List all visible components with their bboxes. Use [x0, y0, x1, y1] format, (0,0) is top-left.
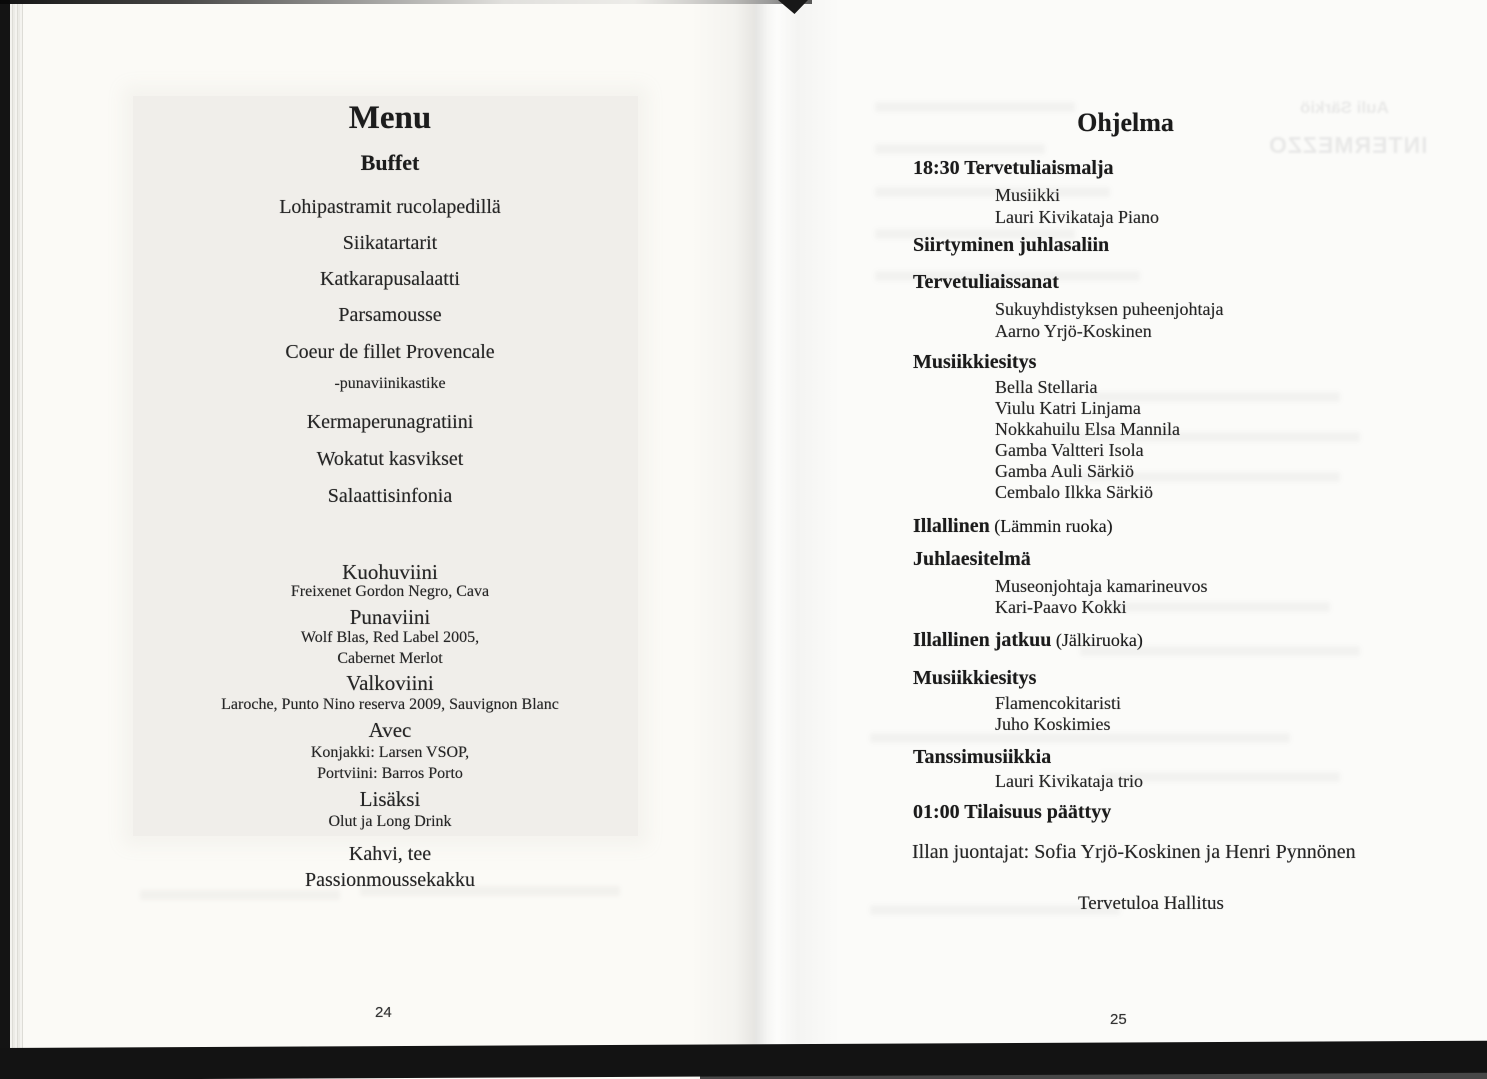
- program-heading-note: (Lämmin ruoka): [989, 516, 1113, 536]
- book-top-edge: [0, 0, 812, 4]
- menu-item: Coeur de fillet Provencale: [285, 341, 495, 363]
- program-sub: Museonjohtaja kamarineuvos: [995, 576, 1208, 596]
- program-sub: Aarno Yrjö-Koskinen: [995, 321, 1152, 341]
- bleed-ghost-text: INTERMEZZO: [1268, 132, 1428, 158]
- program-sub: Musiikki: [995, 185, 1061, 205]
- program-heading: Illallinen jatkuu: [913, 629, 1052, 651]
- right-page-paper: [755, 0, 1487, 1079]
- program-sub: Bella Stellaria: [995, 377, 1098, 397]
- menu-item: Lohipastramit rucolapedillä: [279, 196, 501, 218]
- program-heading: 01:00 Tilaisuus päättyy: [913, 801, 1112, 823]
- wine-name: Avec: [368, 718, 412, 742]
- wine-detail: Portviini: Barros Porto: [317, 765, 463, 782]
- program-sub: Cembalo Ilkka Särkiö: [995, 482, 1153, 502]
- program-heading: Tervetuliaissanat: [913, 271, 1059, 293]
- bleed-line: [875, 187, 1110, 197]
- page-number-left: 24: [375, 1004, 392, 1021]
- program-heading: Tanssimusiikkia: [913, 746, 1052, 768]
- page-stack-edge: [10, 4, 23, 1075]
- menu-item: Wokatut kasvikset: [316, 448, 464, 470]
- menu-item: Kermaperunagratiini: [306, 411, 474, 433]
- program-heading: Illallinen: [913, 515, 990, 537]
- program-footer: Tervetuloa Hallitus: [1078, 893, 1224, 914]
- menu-item: Parsamousse: [338, 304, 442, 326]
- menu-subtitle: Buffet: [360, 150, 420, 175]
- wine-detail: Cabernet Merlot: [337, 650, 443, 667]
- program-sub: Nokkahuilu Elsa Mannila: [995, 419, 1180, 439]
- program-heading-inline: [913, 629, 1143, 652]
- wine-detail: Konjakki: Larsen VSOP,: [310, 744, 470, 761]
- book-bottom-edge: [0, 1041, 1487, 1079]
- wine-detail: Wolf Blas, Red Label 2005,: [300, 629, 480, 646]
- menu-title: Menu: [348, 100, 432, 136]
- program-sub: Viulu Katri Linjama: [995, 398, 1141, 418]
- wine-detail: Laroche, Punto Nino reserva 2009, Sauvignon Blanc: [221, 696, 559, 713]
- wine-name: Punaviini: [349, 605, 431, 629]
- bleed-line: [1100, 602, 1330, 612]
- bleed-ghost-text: Auli Särkiö: [1300, 98, 1389, 117]
- menu-sauce-note: -punaviinikastike: [334, 375, 446, 392]
- program-heading: Musiikkiesitys: [913, 351, 1037, 373]
- program-sub: Kari-Paavo Kokki: [995, 597, 1127, 617]
- program-sub: Sukuyhdistyksen puheenjohtaja: [995, 299, 1224, 319]
- wine-name: Lisäksi: [359, 787, 421, 811]
- menu-item: Salaattisinfonia: [327, 485, 453, 507]
- program-heading-note: (Jälkiruoka): [1051, 630, 1143, 650]
- program-sub: Gamba Valtteri Isola: [995, 440, 1144, 460]
- program-hosts: Illan juontajat: Sofia Yrjö-Koskinen ja Henri Pynnönen: [912, 841, 1356, 863]
- program-title: Ohjelma: [1077, 108, 1174, 137]
- program-heading: 18:30 Tervetuliaismalja: [913, 157, 1114, 179]
- menu-closing-item: Kahvi, tee: [348, 843, 432, 865]
- wine-detail: Freixenet Gordon Negro, Cava: [290, 583, 490, 600]
- program-heading: Musiikkiesitys: [913, 667, 1037, 689]
- program-sub: Flamencokitaristi: [995, 693, 1121, 713]
- program-heading-inline: [913, 515, 1113, 538]
- program-sub: Lauri Kivikataja Piano: [995, 207, 1159, 227]
- wine-name: Kuohuviini: [342, 560, 438, 584]
- bleed-line: [875, 144, 1045, 154]
- program-sub: Gamba Auli Särkiö: [995, 461, 1134, 481]
- wine-name: Valkoviini: [346, 671, 434, 695]
- program-sub: Juho Koskimies: [995, 714, 1111, 734]
- menu-item: Katkarapusalaatti: [320, 268, 460, 290]
- program-sub: Lauri Kivikataja trio: [995, 771, 1143, 791]
- book-left-edge: [0, 0, 10, 1079]
- menu-item: Siikatartarit: [342, 232, 438, 254]
- wine-detail: Olut ja Long Drink: [328, 813, 452, 830]
- menu-closing-item: Passionmoussekakku: [305, 869, 475, 891]
- program-heading: Juhlaesitelmä: [913, 548, 1031, 570]
- page-number-right: 25: [1110, 1011, 1127, 1028]
- program-heading: Siirtyminen juhlasaliin: [913, 234, 1110, 256]
